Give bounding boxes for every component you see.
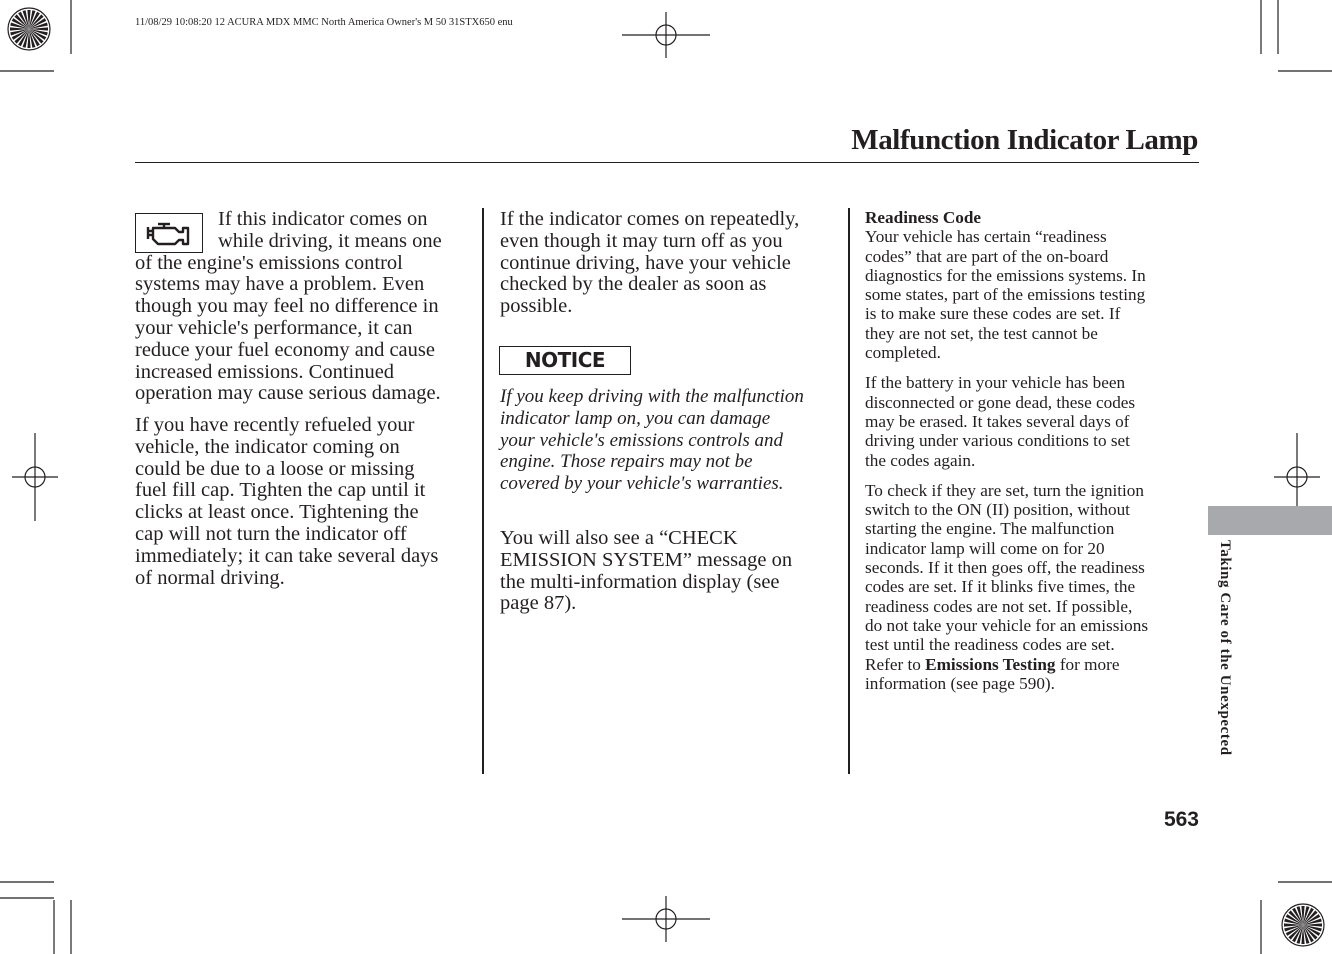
text-line: they are not set, the test cannot be	[865, 323, 1098, 343]
section-heading: Readiness Code	[865, 208, 982, 227]
text-line-with-reference	[865, 655, 1201, 674]
text-line: possible.	[500, 295, 573, 318]
text-line: readiness codes are not set. If possible,	[865, 596, 1133, 616]
starburst-mark-bottom-right	[1280, 902, 1326, 948]
print-metadata: 11/08/29 10:08:20 12 ACURA MDX MMC North America Owner's M 50 31STX650 enu	[135, 17, 513, 28]
text-line: page 87).	[500, 592, 577, 615]
text-line: cap will not turn the indicator off	[135, 522, 407, 545]
text-line: seconds. If it then goes off, the readiness	[865, 558, 1145, 578]
col2-paragraph-1	[500, 209, 840, 318]
text-line: fuel fill cap. Tighten the cap until it	[135, 479, 426, 502]
starburst-mark-top-left	[6, 6, 52, 52]
text-fragment: for more	[1055, 654, 1120, 674]
text-line: indicator lamp will come on for 20	[865, 538, 1105, 558]
text-line: of normal driving.	[135, 566, 285, 589]
text-line: while driving, it means one	[218, 229, 442, 252]
text-line: If this indicator comes on	[218, 208, 428, 230]
indicator-symbol-box	[135, 213, 203, 253]
text-line: of the engine's emissions control	[135, 251, 403, 274]
text-line: disconnected or gone dead, these codes	[865, 392, 1136, 412]
column-divider-2	[848, 208, 850, 774]
text-line: diagnostics for the emissions systems. In	[865, 265, 1146, 285]
text-line: Your vehicle has certain “readiness	[865, 227, 1107, 247]
col3-section	[865, 208, 1201, 704]
text-line: completed.	[865, 343, 941, 363]
text-fragment: Refer to	[865, 654, 926, 674]
text-line: your vehicle's performance, it can	[135, 316, 413, 339]
notice-text	[500, 386, 840, 495]
text-line: codes” that are part of the on-board	[865, 246, 1109, 266]
cross-reference-link[interactable]: Emissions Testing	[925, 654, 1056, 674]
text-line: switch to the ON (II) position, without	[865, 500, 1130, 520]
page-number: 563	[1163, 808, 1199, 831]
column-divider-1	[482, 208, 484, 774]
registration-mark-top	[622, 12, 710, 58]
text-line: checked by the dealer as soon as	[500, 273, 767, 296]
text-line: could be due to a loose or missing	[135, 457, 415, 480]
registration-mark-bottom	[622, 896, 710, 942]
text-line: immediately; it can take several days	[135, 544, 439, 567]
col2-paragraph-2	[500, 528, 840, 615]
text-line: do not take your vehicle for an emissions	[865, 615, 1149, 635]
text-line: If you have recently refueled your	[135, 414, 415, 436]
section-tab	[1208, 506, 1332, 535]
section-side-label: Taking Care of the Unexpected	[1217, 540, 1233, 756]
text-line: If you keep driving with the malfunction	[500, 386, 804, 407]
text-line: You will also see a “CHECK	[500, 527, 738, 549]
text-line: systems may have a problem. Even	[135, 273, 425, 296]
col1-paragraph-1-indented	[218, 209, 478, 253]
text-line: information (see page 590).	[865, 673, 1055, 693]
text-line: test until the readiness codes are set.	[865, 635, 1115, 655]
text-line: indicator lamp on, you can damage	[500, 407, 771, 429]
text-line: engine. Those repairs may not be	[500, 451, 753, 473]
text-line: your vehicle's emissions controls and	[500, 429, 784, 451]
text-line: starting the engine. The malfunction	[865, 519, 1115, 539]
col1-paragraph-2	[135, 415, 480, 599]
page-title: Malfunction Indicator Lamp	[851, 124, 1198, 156]
text-line: codes are set. If it blinks five times, the	[865, 577, 1136, 597]
text-line: vehicle, the indicator coming on	[135, 435, 400, 458]
text-line: reduce your fuel economy and cause	[135, 338, 435, 361]
text-line: is to make sure these codes are set. If	[865, 304, 1121, 324]
notice-label: NOTICE	[499, 346, 631, 375]
text-line: To check if they are set, turn the ignition	[865, 480, 1144, 500]
title-rule	[135, 162, 1199, 163]
registration-mark-left	[12, 433, 58, 521]
col1-paragraph-1	[135, 253, 480, 416]
check-engine-icon	[144, 219, 194, 249]
text-line: driving under various conditions to set	[865, 431, 1130, 451]
text-line: may be erased. It takes several days of	[865, 411, 1130, 431]
text-line: covered by your vehicle's warranties.	[500, 473, 784, 495]
text-line: some states, part of the emissions testing	[865, 285, 1146, 305]
text-line: If the indicator comes on repeatedly,	[500, 208, 800, 230]
text-line: continue driving, have your vehicle	[500, 251, 791, 274]
text-line: If the battery in your vehicle has been	[865, 373, 1126, 393]
text-line: even though it may turn off as you	[500, 229, 783, 252]
text-line: the multi-information display (see	[500, 570, 780, 593]
text-line: EMISSION SYSTEM” message on	[500, 548, 793, 571]
text-line: operation may cause serious damage.	[135, 382, 441, 405]
text-line: increased emissions. Continued	[135, 360, 395, 383]
text-line: the codes again.	[865, 450, 976, 470]
text-line: though you may feel no difference in	[135, 295, 439, 318]
text-line: clicks at least once. Tightening the	[135, 501, 419, 524]
